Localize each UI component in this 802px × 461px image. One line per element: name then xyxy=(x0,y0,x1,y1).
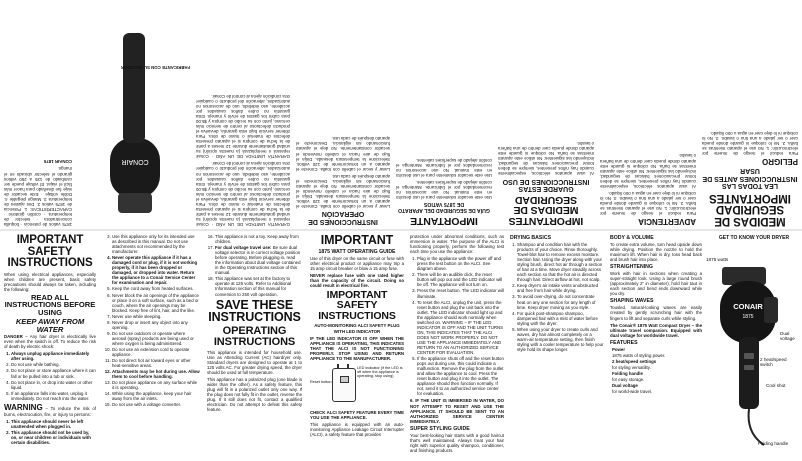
drying-item: 1. Shampoo and condition hair with the products of your choice. Rinse thoroughly. Towel-blot hair to remove excess moisture. Section hair. Using the dryer along with your styling brush, direct hot air through a section of hair at a time. Move dryer steadily across each section so that the hot air is directed through hair. Direct airflow at hot, not scalp. xyxy=(517,242,604,282)
column-safety-cont xyxy=(104,234,200,410)
body-volume-text: To create extra volume, turn head upside down while drying. Position the nozzle to hold the maximum lift. When hair is dry, toss head back and brush hair into place. xyxy=(610,242,702,263)
drying-item: 5. When using your dryer to create curls and waves, dry hair almost completely on a warm-air temperature setting, then finish styling with a cooler temperature to help your style hold its shape longer. xyxy=(517,327,604,352)
danger-item: 5. If an appliance falls into water, unplug it immediately. Do not reach into the water. xyxy=(11,391,96,401)
es-col-c-text-2: Lavar y secar el cabello con toalla. Conecte el aparato a un tomacorriente de 120 voltios. Seleccione la temperatura deseada. Dirija el flujo de aire hacia el cabello moviendo el secador constantemente. No deje el aparato funcionando sin vigilancia. Desconecte el aparato después de cada uso. xyxy=(296,136,390,172)
warning-text: – To reduce the risk of burns, electrocution, fire, or injury to persons: xyxy=(4,405,96,417)
es-warning-label: ADVERTENCIA xyxy=(638,217,696,226)
dryer-photo-es xyxy=(80,8,190,218)
es-col-b-text: GARANTÍA LIMITADA DE UN AÑO · Conair reparará o reemplazará (a nuestra opción) su unidad gratuitamente durante 12 meses a partir de la fecha de compra si el aparato presenta defectos de material o mano de obra. Para obtener servicio bajo esta garantía, devuelva el producto defectuoso al centro de servicio más cercano, junto con su recibo de compra y $5.00 para cubrir los gastos de envío y manejo. Esta garantía no cubre daños causados por accidente, uso indebido, uso de accesorios no autorizados, alteración del producto o cualquier otra condición ajena al control de Conair. xyxy=(196,161,290,227)
callout-watts: 1875 watts xyxy=(706,257,729,262)
danger-item: 1. Always unplug appliance immediately after using. xyxy=(11,351,96,361)
dryer-diagram xyxy=(706,245,800,457)
alci-step: 5. If the appliance shuts off and the reset button pops out during use, this could indicate a malfunction. Remove the plug from the outlet and allow the appliance to cool. Press the reset button and plug it into the outlet. The appliance should then function normally. If not, send it to an authorized service center for evaluation. xyxy=(417,356,504,396)
safety-item: 9. Do not use outdoors or operate where aerosol (spray) products are being used or where oxygen is being administered. xyxy=(112,331,200,346)
column-alci-test xyxy=(410,234,504,455)
led-warning: IF THE LED INDICATOR IS OFF WHEN THE APPLIANCE IS OPERATING, THIS INDICATES THAT THE ALCI IS NOT FUNCTIONING PROPERLY. STOP USING AND RETURN APPLIANCE TO THE MANUFACTURER. xyxy=(310,336,404,362)
straightening-title: STRAIGHTENING xyxy=(610,264,653,271)
alci-safety-title: IMPORTANT SAFETY INSTRUCTIONS xyxy=(318,288,396,322)
safety-item: 14. While using the appliance, keep your hair away from the air inlets. xyxy=(112,391,200,401)
alci-check-text: This appliance is equipped with an auto-monitoring Appliance Leakage Circuit Interrupter (ALCI), a safety feature that provides xyxy=(310,421,404,437)
hair-dryer-icon xyxy=(706,245,800,457)
alci-check-title: CHECK ALCI SAFETY FEATURE EVERY TIME YOU USE THE APPLIANCE. xyxy=(310,409,404,420)
safety-item: 13. Do not place appliance on any surface while it is operating. xyxy=(112,380,200,390)
es-col-f-subtitle: LEA TODAS LAS INSTRUCCIONES ANTES DE USAR xyxy=(702,167,798,190)
safety-item-17-title: For dual voltage travel use: xyxy=(215,245,272,251)
es-col-e-title: IMPORTANTES MEDIDAS DE SEGURIDAD xyxy=(508,194,584,227)
es-col-f-text-2: Para reducir el riesgo de muerte por electrocución: 1. No use el aparato mientras se baña. 2. No lo coloque ni guarde donde pueda caer o ser jalado a una tina o lavabo. 3. No lo coloque ni lo deje caer en agua u otro líquido. xyxy=(600,190,696,216)
alci-test-intro: protection under abnormal conditions, such as immersion in water. The purpose of the ALCI is functioning properly, perform the following test each time you use the appliance: xyxy=(410,234,504,255)
feature-title: Folding handle xyxy=(612,370,643,376)
alci-subtitle: AUTO-MONITORING ALCI SAFETY PLUG WITH LED INDICATOR xyxy=(314,323,400,335)
reset-button-caption: Reset button xyxy=(310,379,332,384)
styling-guide-title: SUPER STYLING GUIDE xyxy=(410,425,470,432)
safety-item: 7. Never use while sleeping. xyxy=(112,314,200,319)
safety-title: IMPORTANT SAFETY INSTRUCTIONS xyxy=(7,234,93,269)
column-styling-features xyxy=(610,234,702,396)
important-title: IMPORTANT xyxy=(320,233,394,247)
alci-step: 4. To reset the ALCI, unplug the unit, press the reset button and plug the unit back into the outlet. The LED indicator should light up and the appliance should work normally when switched on. WARNING – IF THE LED INDICATOR IS OFF AND THE UNIT TURNS ON, THIS INDICATES THAT THE ALCI DOES NOT WORK PROPERLY. DO NOT USE THE APPLIANCE IMMEDIATELY AND RETURN TO AN AUTHORIZED SERVICE CENTER FOR EVALUATION. xyxy=(417,300,504,356)
es-col-d-title: IMPORTANTE xyxy=(410,215,478,227)
hair-dryer-icon xyxy=(80,8,190,218)
es-col-d-text: Use este secador solamente para el uso descrito en este manual. No use accesorios no recomendados por el fabricante. Mantenga el cordón alejado de superficies calientes. xyxy=(396,180,492,201)
feature-text: 1875 watts of styling power. xyxy=(612,352,666,358)
callout-folding-handle: Folding handle xyxy=(758,441,789,446)
safety-item: 3. Use this appliance only for its intended use as described in this manual. Do not use attachments not recommended by the manufacturer. xyxy=(112,234,200,254)
alci-step: 1. Plug in the appliance with the power off and press the test button on the ALCI. See diagram above. xyxy=(417,256,504,271)
safety-item: 15. Do not use with a voltage converter. xyxy=(112,402,200,407)
safety-item-17-text: Be sure dual voltage selector is in correct voltage position before operating. Before plugging in, read the information about dual voltage contained in the Operating Instructions section of this manual. xyxy=(215,245,301,276)
warning-item: 2. This appliance should not be used by, on, or near children or individuals with certain disabilities. xyxy=(11,430,96,445)
es-col-a-text: 1875 vatios de potencia · boquilla concentradora · selector de temperatura · cordón giratorio · CARACTERÍSTICAS: 1. Potencia de 1875 vatios 2. Dos ajustes de temperatura 3. Mango plegable 4. Doble voltaje · Este secador de viaje fue diseñado para hacer más fácil el viajar. El voltaje puede ser cambiado de 125 a 250 voltios girando el selector ubicado en el mango. xyxy=(4,166,72,227)
product-description: The Conair® 1875 Watt Compact Dryer – the ultimate travel companion. Equipped with dual voltage for worldwide travel. xyxy=(610,322,702,338)
warning-label: WARNING xyxy=(4,402,43,412)
save-instructions-title: SAVE THESE INSTRUCTIONS xyxy=(208,297,301,325)
column-important-guide xyxy=(310,234,404,439)
callout-cool-shot: Cool shot xyxy=(766,383,786,388)
safety-item: 4. Never operate this appliance if it has a damaged cord or plug, if it is not working properly, if it has been dropped or damaged, or dropped into water. Return the appliance to a Conair Service Center for examination and repair. xyxy=(112,255,200,285)
callout-dual-voltage: Dual voltage xyxy=(780,331,795,342)
alci-plug-diagram xyxy=(310,364,404,408)
guide-text-2: NEVER replace fuse with one rated higher than the capacity of the circuit. Doing so could result in electrical fire. xyxy=(310,272,404,288)
es-col-f-title: MEDIDAS DE SEGURIDAD IMPORTANTES xyxy=(709,192,791,227)
safety-item-16: 16. This appliance is not a toy. Keep away from children. xyxy=(215,234,302,244)
brand-logo: CONAIR xyxy=(733,302,763,311)
alci-plug-icon xyxy=(332,368,356,402)
column-safety xyxy=(4,234,96,447)
reset-button-icon xyxy=(340,376,349,383)
brand-model: 1875 xyxy=(742,314,754,320)
safety-item: 8. Never drop or insert any object into any opening. xyxy=(112,320,200,330)
feature-title: Dual voltage xyxy=(612,382,638,388)
column-get-to-know xyxy=(708,234,800,242)
drying-item: 4. For quick post-shampoo shampoo, dampened hair with a mist of water before styling with the dryer. xyxy=(517,311,604,326)
danger-item: 4. Do not place in, or drop into water or other liquid. xyxy=(11,380,96,390)
guide-text-1: Use of this dryer on the same circuit or fuse with other electrical product or appliance may trip a 15 amp circuit breaker or blow a 15 amp fuse. xyxy=(310,255,404,271)
es-danger-label: PELIGRO xyxy=(761,157,798,166)
operating-text-1: This appliance is intended for household use. Use as Attending Current (AC) hairdryer only. Standard dryers are designed to operate at 1 to 125 volts AC. For greater drying speed, the dryer should be used at full temperature. xyxy=(207,349,302,375)
feature-text: for easy storage. xyxy=(612,376,645,382)
get-to-know-title: GET TO KNOW YOUR DRYER xyxy=(718,235,790,241)
danger-text: – Any hair dryer is electrically live even when the switch is off. To reduce the risk of death by electric shock: xyxy=(4,334,96,350)
straightening-text: Work with hair in sections when creating a super-straight look. Using a large round brush (approximately 2" in diameter), hold hair taut in each section and bend ends downward while you dry. xyxy=(610,271,702,297)
alci-step: 3. Press the reset button. The LED indicator will illuminate. xyxy=(417,288,504,298)
shaping-waves-title: SHAPING WAVES xyxy=(610,298,654,305)
es-col-d-subtitle: GUÍA DE SEGURIDAD DEL APARATO DE 1875 VATIOS xyxy=(398,201,490,214)
column-operating xyxy=(207,234,302,414)
feature-title: 2 heat/speed settings xyxy=(612,358,657,364)
drying-basics-title: DRYING BASICS xyxy=(510,235,552,241)
es-col-e-text-2: Al usar aparatos eléctricos, especialmente cuando hay niños presentes, siempre se deben tomar precauciones básicas de seguridad, incluyendo las siguientes: No utilice este aparato mientras se baña. No coloque ni guarde este aparato donde pueda caer dentro de una bañera o lavabo. xyxy=(600,153,696,189)
warning-item: 1. This appliance should never be left unattended when plugged in. xyxy=(11,419,96,429)
feature-title: Power xyxy=(612,346,626,352)
drying-item: 3. To avoid over-drying, do not concentrate heat on any one section for any length of time. Keep dryer moving as you style. xyxy=(517,294,604,309)
es-product-title: FABRICANTE CON SU SECADOR xyxy=(120,65,190,70)
read-instructions-title: READ ALL INSTRUCTIONS BEFORE USING xyxy=(4,292,96,317)
shaping-waves-text: Tousled, natural-looking waves are easily created by gently scrunching hair with the fingers to lift and separate curls while styling. xyxy=(610,305,702,321)
es-col-f-text: Para reducir el riesgo de muerte por electrocución: 1. No use el aparato mientras se baña. 2. No lo coloque ni guarde donde pueda caer o ser jalado a una tina o lavabo. 3. No lo coloque ni lo deje caer en agua u otro líquido. xyxy=(702,130,798,156)
feature-text: for styling versatility. xyxy=(612,364,651,370)
danger-item: 3. Do not place or store appliance where it can fall or be pulled into a tub or sink. xyxy=(11,368,96,378)
safety-item: 12. Attachments may be hot during use. Allow them to cool before handling. xyxy=(112,369,200,379)
english-section xyxy=(0,231,802,461)
es-col-e-subtitle: GUARDE ESTAS INSTRUCCIONES DE USO xyxy=(502,178,590,193)
es-col-b-text-2: GARANTÍA LIMITADA DE UN AÑO · Conair reparará o reemplazará (a nuestra opción) su unidad gratuitamente durante 12 meses a partir de la fecha de compra si el aparato presenta defectos de material o mano de obra. Para obtener servicio bajo esta garantía, devuelva el producto defectuoso al centro de servicio más cercano, junto con su recibo de compra y $5.00 para cubrir los gastos de envío y manejo. Esta garantía no cubre daños causados por accidente, uso indebido, uso de accesorios no autorizados, alteración del producto o cualquier otra condición ajena al control de Conair. xyxy=(196,93,290,160)
callout-heat-speed-switch: 2 heat/speed switch xyxy=(760,357,787,368)
feature-text: for world-wide travel. xyxy=(612,389,653,395)
safety-intro: When using electrical appliances, especially when children are present, basic safety precautions should always be taken, including the following: xyxy=(4,271,96,292)
column-drying-basics xyxy=(510,234,604,354)
immersion-warning: 6. IF THE UNIT IS IMMERSED IN WATER, DO NOT ATTEMPT TO RESET AND USE THE APPLIANCE. IT SHOULD BE SENT TO AN AUTHORIZED SERVICE CENTER IMMEDIATELY. xyxy=(410,398,504,424)
es-col-c-text: Lavar y secar el cabello con toalla. Conecte el aparato a un tomacorriente de 120 voltios. Seleccione la temperatura deseada. Dirija el flujo de aire hacia el cabello moviendo el secador constantemente. No deje el aparato funcionando sin vigilancia. Desconecte el aparato después de cada uso. xyxy=(296,173,390,209)
alci-step: 2. There will be an audible click, the reset button will pop out and the LED indicator will be off. The appliance will not turn on. xyxy=(417,272,504,287)
body-volume-title: BODY & VOLUME xyxy=(610,235,654,241)
spanish-section-upside-down xyxy=(0,0,802,230)
styling-guide-text: Your best-looking hair starts with a good haircut that's well maintained. Always treat your hair right with superior quality shampoo, conditioner, and finishing products. xyxy=(410,432,504,453)
brand-logo-es: CONAIR xyxy=(121,158,149,165)
es-col-e-text: Al usar aparatos eléctricos, especialmente cuando hay niños presentes, siempre se deben tomar precauciones básicas de seguridad, incluyendo las siguientes: No utilice este aparato mientras se baña. No coloque ni guarde este aparato donde pueda caer dentro de una bañera o lavabo. xyxy=(498,141,594,177)
es-col-c-title: INSTRUCCIONES DE OPERACIÓN xyxy=(308,210,378,225)
safety-item: 5. Keep the cord away from heated surfaces. xyxy=(112,286,200,291)
drying-item: 2. Keep dryer's air intake vents unobstructed and free from hair while drying. xyxy=(517,283,604,293)
safety-item: 11. Do not direct hot air toward eyes or other heat-sensitive areas. xyxy=(112,358,200,368)
danger-label: DANGER xyxy=(4,334,23,340)
led-indicator-caption: LED indicator (if the LED is off when the appliance is operating, stop using) xyxy=(357,365,403,379)
features-title: FEATURES xyxy=(610,339,638,346)
danger-item: 2. Do not use while bathing. xyxy=(11,362,96,367)
operating-guide-subtitle: 1875 WATT OPERATING GUIDE xyxy=(318,248,396,255)
keep-away-title: KEEP AWAY FROM WATER xyxy=(15,317,85,334)
safety-item: 10. Do not use an extension cord to operate appliance. xyxy=(112,347,200,357)
safety-item: 6. Never block the air openings of the appliance or place it on a soft surface, such as a bed or couch, where the air openings may be blocked. Keep free of lint, hair, and the like. xyxy=(112,293,200,313)
operating-instructions-title: OPERATING INSTRUCTIONS xyxy=(213,324,296,348)
es-col-d-text-2: Use este secador solamente para el uso descrito en este manual. No use accesorios no recomendados por el fabricante. Mantenga el cordón alejado de superficies calientes. xyxy=(396,158,492,179)
operating-text-2: This appliance has a polarized plug (one blade is wider than the other). As a safety feature, this plug will fit in a polarized outlet only one way. If the plug does not fully fit in the outlet, reverse the plug. If it still does not fit, contact a qualified electrician. Do not attempt to defeat this safety feature. xyxy=(207,376,302,413)
safety-item-18: 18. This appliance was set at the factory to operate at 125 volts. Refer to Additional Information section of this manual for conversion to 250 volt operation. xyxy=(215,276,302,296)
es-brand: CONAIR 1875 xyxy=(43,159,72,165)
